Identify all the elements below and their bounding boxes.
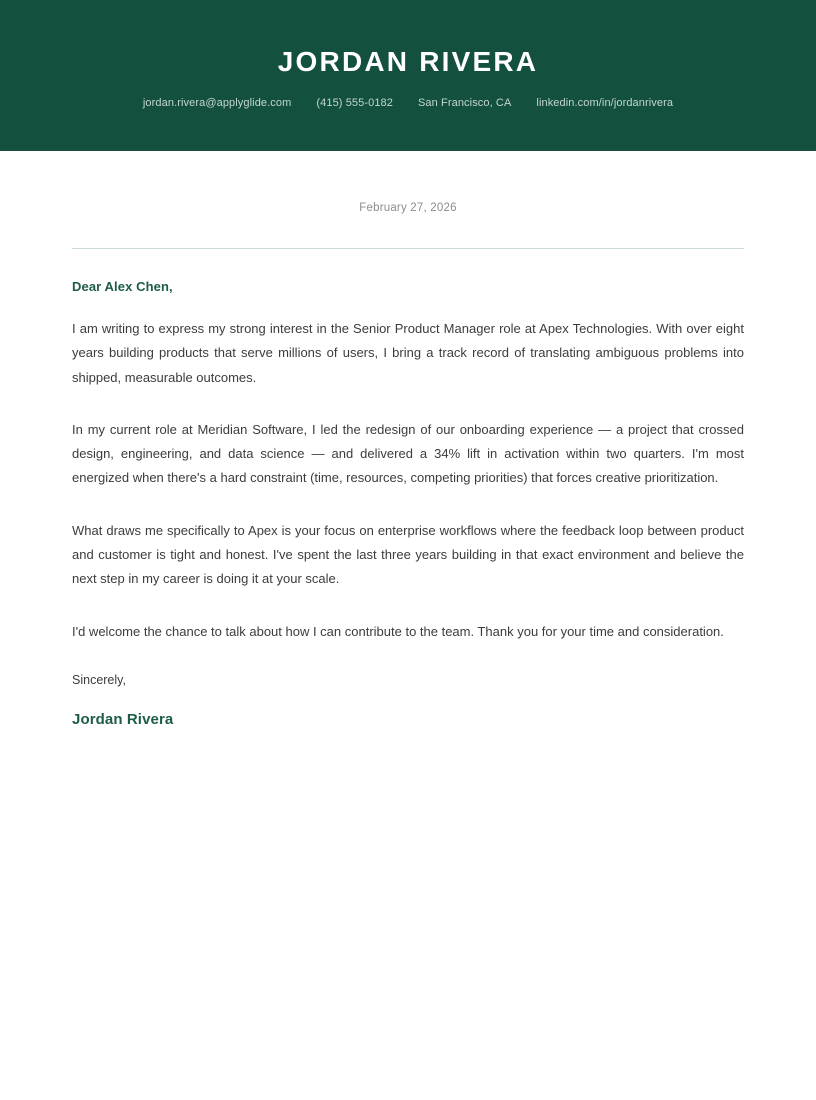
contact-linkedin[interactable]: linkedin.com/in/jordanrivera [536, 97, 674, 110]
letter-date: February 27, 2026 [359, 202, 457, 214]
letter-closing: Sincerely, [72, 672, 126, 687]
letter-signature: Jordan Rivera [72, 711, 174, 729]
letter-paragraph: What draws me specifically to Apex is your focus on enterprise workflows where the feedback loop between product and customer is tight and honest. I've spent the last three years building in that exact environment and believe the next step in my career is doing it at your scale. [72, 522, 744, 587]
header-divider [72, 248, 744, 249]
letter-paragraph: I'd welcome the chance to talk about how I can contribute to the team. Thank you for your time and consideration. [72, 623, 724, 639]
contact-email[interactable]: jordan.rivera@applyglide.com [142, 97, 292, 110]
letter-header-banner [0, 0, 816, 151]
letter-paragraph: In my current role at Meridian Software, I led the redesign of our onboarding experience — a project that crossed design, engineering, and data science — and delivered a 34% lift in activation within two quarters. I'm most energized when there's a hard constraint (time, resources, competing priorities) that forces creative prioritization. [72, 421, 744, 486]
letter-salutation: Dear Alex Chen, [72, 279, 173, 294]
candidate-name: JORDAN RIVERA [277, 45, 539, 77]
letter-body [0, 202, 816, 729]
letter-paragraph-list [72, 317, 744, 644]
contact-location: San Francisco, CA [418, 97, 512, 110]
letter-paragraph: I am writing to express my strong interest in the Senior Product Manager role at Apex Technologies. With over eight years building products that serve millions of users, I bring a track record of translating ambiguous problems into shipped, measurable outcomes. [72, 321, 744, 385]
contact-phone[interactable]: (415) 555-0182 [316, 97, 393, 110]
contact-info-row [143, 97, 673, 110]
